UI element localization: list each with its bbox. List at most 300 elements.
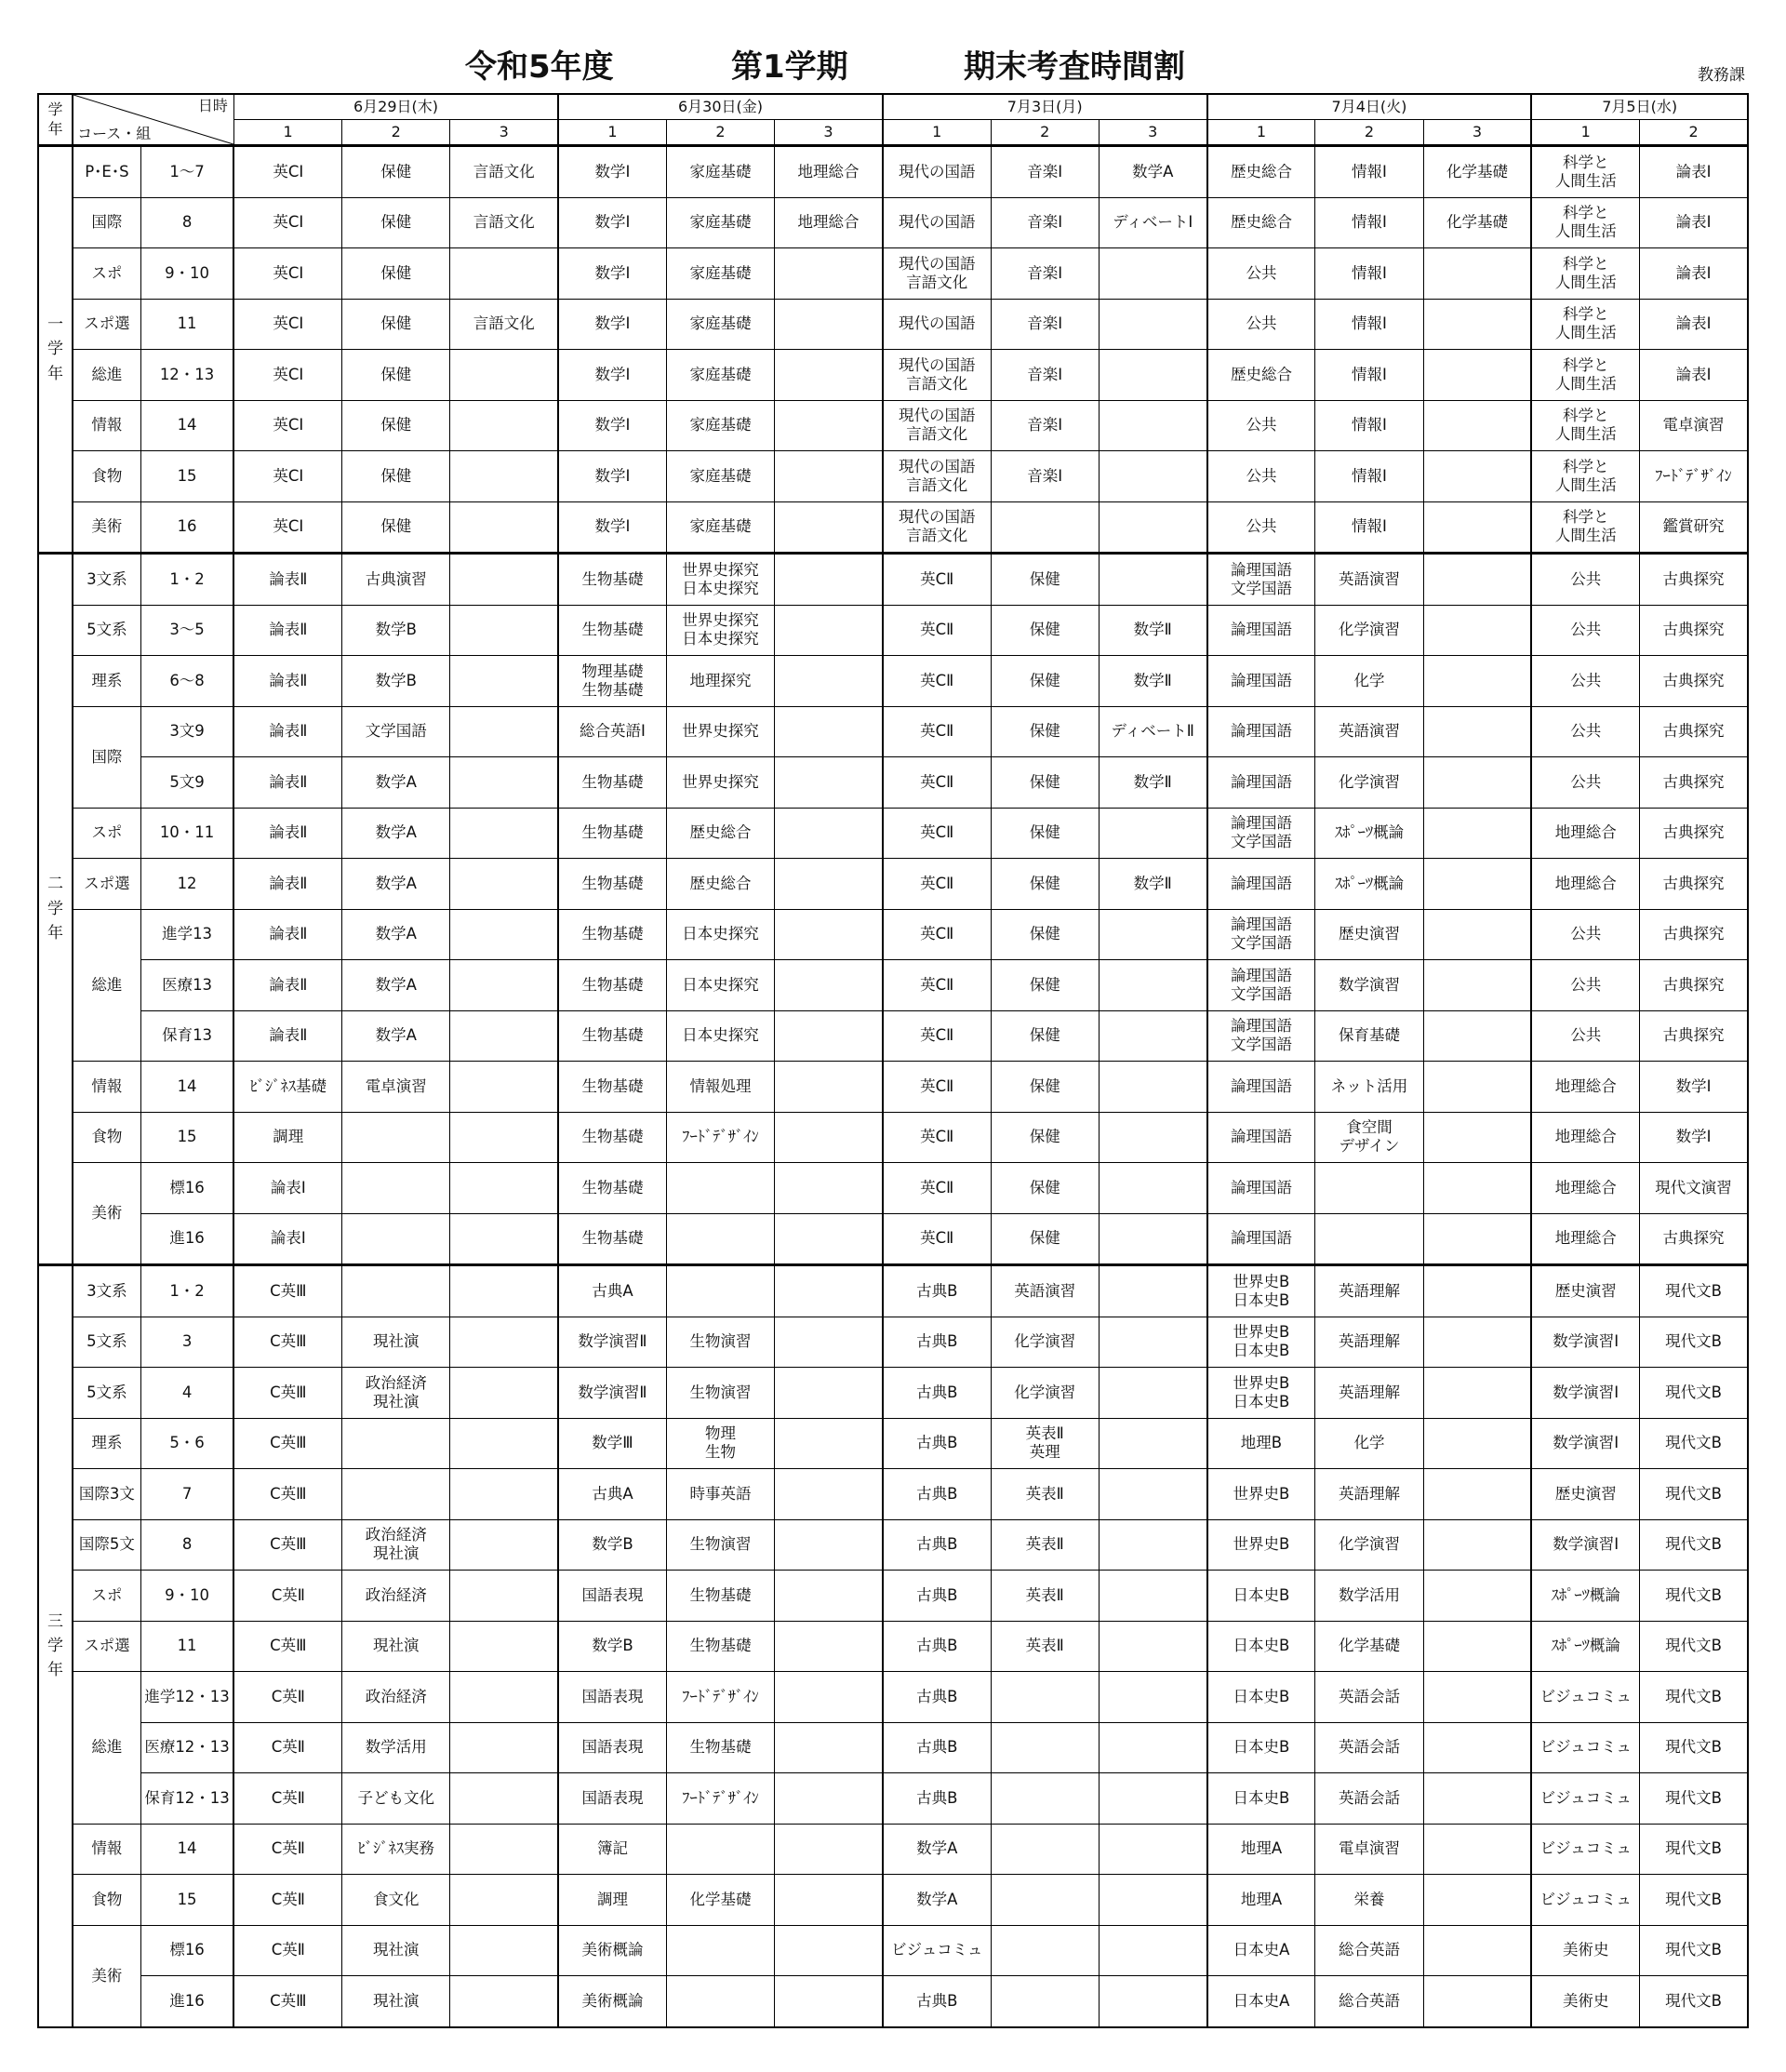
group-cell: 12・13	[140, 350, 233, 401]
subject-cell: 政治経済	[342, 1571, 450, 1622]
subject-cell: 数学B	[558, 1621, 666, 1672]
subject-cell: 論表Ⅰ	[1640, 248, 1748, 300]
subject-cell: 地理総合	[1531, 1213, 1639, 1265]
table-row	[38, 1519, 1748, 1571]
subject-cell	[775, 1213, 883, 1265]
course-cell: 食物	[73, 451, 140, 502]
subject-cell	[450, 400, 558, 451]
subject-cell	[450, 1317, 558, 1368]
subject-cell: 英CⅠ	[233, 451, 341, 502]
subject-cell: 歴史総合	[1207, 146, 1315, 198]
subject-cell	[775, 1722, 883, 1773]
subject-cell: 世界史B 日本史B	[1207, 1317, 1315, 1368]
subject-cell: 現代の国語	[883, 197, 991, 248]
subject-cell: 情報Ⅰ	[1315, 501, 1423, 554]
subject-cell	[991, 1672, 1099, 1723]
subject-cell: 英CⅠ	[233, 146, 341, 198]
subject-cell: 公共	[1207, 248, 1315, 300]
subject-cell: 生物基礎	[558, 554, 666, 606]
subject-cell	[450, 1773, 558, 1825]
subject-cell: 数学Ⅲ	[558, 1418, 666, 1469]
subject-cell: 歴史総合	[666, 859, 774, 910]
subject-cell: 英語会話	[1315, 1773, 1423, 1825]
subject-cell: 電卓演習	[1640, 400, 1748, 451]
subject-cell: 数学B	[558, 1519, 666, 1571]
subject-cell: 英CⅠ	[233, 350, 341, 401]
subject-cell: 数学A	[1099, 146, 1206, 198]
subject-cell: 現代の国語 言語文化	[883, 400, 991, 451]
subject-cell	[450, 1010, 558, 1062]
subject-cell	[991, 1773, 1099, 1825]
subject-cell	[450, 605, 558, 656]
subject-cell: 英CⅡ	[883, 1010, 991, 1062]
subject-cell: 論表Ⅱ	[233, 656, 341, 707]
subject-cell: 物理 生物	[666, 1418, 774, 1469]
day-header: 6月30日(金)	[558, 94, 883, 120]
subject-cell	[775, 1010, 883, 1062]
course-cell: 国際	[73, 197, 140, 248]
subject-cell	[1423, 1824, 1531, 1875]
subject-cell: 家庭基礎	[666, 501, 774, 554]
subject-cell	[1423, 1672, 1531, 1723]
subject-cell: 地理探究	[666, 656, 774, 707]
subject-cell: 保育基礎	[1315, 1010, 1423, 1062]
subject-cell	[666, 1824, 774, 1875]
subject-cell: 英語理解	[1315, 1469, 1423, 1520]
subject-cell: ビジュコミュ	[1531, 1672, 1639, 1723]
group-cell: 8	[140, 1519, 233, 1571]
subject-cell: ディベートⅡ	[1099, 706, 1206, 757]
subject-cell: 現社演	[342, 1621, 450, 1672]
subject-cell: 保健	[991, 808, 1099, 859]
subject-cell: 数学Ⅰ	[558, 299, 666, 350]
subject-cell: 生物基礎	[558, 1112, 666, 1163]
course-cell: 美術	[73, 1925, 140, 2027]
subject-cell: 総合英語Ⅰ	[558, 706, 666, 757]
subject-cell	[450, 350, 558, 401]
subject-cell: 古典探究	[1640, 859, 1748, 910]
subject-cell: 英CⅡ	[883, 909, 991, 960]
group-cell: 12	[140, 859, 233, 910]
subject-cell: 家庭基礎	[666, 451, 774, 502]
subject-cell: 科学と 人間生活	[1531, 501, 1639, 554]
subject-cell: C英Ⅱ	[233, 1925, 341, 1976]
table-row	[38, 757, 1748, 809]
subject-cell	[450, 1824, 558, 1875]
subject-cell: 日本史B	[1207, 1722, 1315, 1773]
group-cell: 15	[140, 1875, 233, 1926]
subject-cell: ﾌｰﾄﾞﾃﾞｻﾞｲﾝ	[666, 1672, 774, 1723]
subject-cell: 古典B	[883, 1976, 991, 2027]
group-cell: 14	[140, 1062, 233, 1113]
subject-cell: 家庭基礎	[666, 400, 774, 451]
subject-cell: 世界史探究 日本史探究	[666, 554, 774, 606]
subject-cell: 英CⅡ	[883, 1213, 991, 1265]
group-cell: 15	[140, 451, 233, 502]
subject-cell: 時事英語	[666, 1469, 774, 1520]
subject-cell	[450, 1672, 558, 1723]
subject-cell: 論理国語	[1207, 1213, 1315, 1265]
subject-cell: 古典探究	[1640, 960, 1748, 1011]
subject-cell: 現代の国語 言語文化	[883, 451, 991, 502]
subject-cell: 生物基礎	[558, 960, 666, 1011]
subject-cell	[775, 1062, 883, 1113]
subject-cell	[1099, 248, 1206, 300]
group-cell: 10・11	[140, 808, 233, 859]
subject-cell	[775, 656, 883, 707]
subject-cell: 美術史	[1531, 1925, 1639, 1976]
subject-cell: 子ども文化	[342, 1773, 450, 1825]
subject-cell	[1423, 248, 1531, 300]
subject-cell	[775, 960, 883, 1011]
subject-cell	[666, 1213, 774, 1265]
subject-cell: 栄養	[1315, 1875, 1423, 1926]
subject-cell: C英Ⅲ	[233, 1317, 341, 1368]
subject-cell: 保健	[991, 1112, 1099, 1163]
subject-cell	[450, 656, 558, 707]
subject-cell: 公共	[1531, 706, 1639, 757]
period-header: 2	[991, 120, 1099, 146]
subject-cell: 情報Ⅰ	[1315, 400, 1423, 451]
subject-cell: 数学演習Ⅱ	[558, 1368, 666, 1419]
subject-cell: 化学基礎	[1423, 197, 1531, 248]
subject-cell: C英Ⅲ	[233, 1418, 341, 1469]
subject-cell: 数学活用	[342, 1722, 450, 1773]
table-row	[38, 146, 1748, 198]
subject-cell: 数学Ⅰ	[558, 451, 666, 502]
subject-cell	[1423, 1317, 1531, 1368]
subject-cell: 保健	[342, 146, 450, 198]
subject-cell: 日本史A	[1207, 1976, 1315, 2027]
subject-cell: 論理国語	[1207, 859, 1315, 910]
table-row	[38, 1773, 1748, 1825]
subject-cell	[1423, 656, 1531, 707]
table-row	[38, 1265, 1748, 1317]
table-row	[38, 248, 1748, 300]
subject-cell: 数学A	[342, 960, 450, 1011]
subject-cell: 英表Ⅱ	[991, 1519, 1099, 1571]
subject-cell: 保健	[342, 400, 450, 451]
subject-cell: 数学A	[342, 1010, 450, 1062]
subject-cell: 簿記	[558, 1824, 666, 1875]
subject-cell: 化学基礎	[1423, 146, 1531, 198]
course-cell: 美術	[73, 501, 140, 554]
subject-cell	[1099, 299, 1206, 350]
table-row	[38, 197, 1748, 248]
subject-cell: 数学演習Ⅰ	[1531, 1317, 1639, 1368]
subject-cell: 英表Ⅱ	[991, 1571, 1099, 1622]
subject-cell: 論表Ⅰ	[1640, 197, 1748, 248]
subject-cell: 保健	[991, 757, 1099, 809]
grade-header: 学 年	[38, 94, 73, 146]
subject-cell	[1099, 554, 1206, 606]
subject-cell: 生物基礎	[666, 1722, 774, 1773]
subject-cell	[666, 1163, 774, 1214]
subject-cell: 生物基礎	[666, 1621, 774, 1672]
course-cell: 5文系	[73, 1317, 140, 1368]
subject-cell: 調理	[558, 1875, 666, 1926]
subject-cell: 鑑賞研究	[1640, 501, 1748, 554]
subject-cell: 生物演習	[666, 1368, 774, 1419]
subject-cell: 現代文B	[1640, 1265, 1748, 1317]
subject-cell: 古典A	[558, 1265, 666, 1317]
day-header: 7月5日(水)	[1531, 94, 1748, 120]
group-cell: 5・6	[140, 1418, 233, 1469]
subject-cell: 古典探究	[1640, 554, 1748, 606]
subject-cell: 家庭基礎	[666, 146, 774, 198]
subject-cell	[775, 706, 883, 757]
period-header: 2	[1640, 120, 1748, 146]
subject-cell: 日本史探究	[666, 1010, 774, 1062]
subject-cell	[775, 451, 883, 502]
subject-cell: 英CⅠ	[233, 501, 341, 554]
group-cell: 医療12・13	[140, 1722, 233, 1773]
subject-cell	[775, 1469, 883, 1520]
table-row	[38, 1163, 1748, 1214]
subject-cell: 地理総合	[1531, 1062, 1639, 1113]
group-cell: 6〜8	[140, 656, 233, 707]
subject-cell: 情報Ⅰ	[1315, 248, 1423, 300]
subject-cell: 現代文B	[1640, 1672, 1748, 1723]
corner-header	[73, 94, 233, 146]
course-cell: 3文系	[73, 1265, 140, 1317]
subject-cell	[1099, 960, 1206, 1011]
subject-cell: 公共	[1531, 1010, 1639, 1062]
subject-cell: 英CⅡ	[883, 757, 991, 809]
subject-cell: 数学Ⅰ	[558, 400, 666, 451]
subject-cell: 英語理解	[1315, 1368, 1423, 1419]
subject-cell: 英語演習	[991, 1265, 1099, 1317]
subject-cell: 情報Ⅰ	[1315, 146, 1423, 198]
subject-cell: 世界史探究 日本史探究	[666, 605, 774, 656]
subject-cell: 化学	[1315, 1418, 1423, 1469]
subject-cell	[450, 1925, 558, 1976]
subject-cell: 英語理解	[1315, 1317, 1423, 1368]
subject-cell: 公共	[1207, 400, 1315, 451]
subject-cell: 公共	[1207, 451, 1315, 502]
subject-cell: 論表Ⅱ	[233, 605, 341, 656]
subject-cell: 地理A	[1207, 1875, 1315, 1926]
subject-cell	[775, 501, 883, 554]
subject-cell: 科学と 人間生活	[1531, 350, 1639, 401]
subject-cell	[450, 451, 558, 502]
subject-cell: C英Ⅱ	[233, 1672, 341, 1723]
subject-cell: 情報処理	[666, 1062, 774, 1113]
subject-cell: ビジュコミュ	[1531, 1773, 1639, 1825]
subject-cell	[775, 1875, 883, 1926]
subject-cell: 数学Ⅱ	[1099, 656, 1206, 707]
subject-cell: 数学Ⅰ	[558, 501, 666, 554]
subject-cell	[450, 859, 558, 910]
subject-cell: 論表Ⅱ	[233, 859, 341, 910]
subject-cell	[1423, 1875, 1531, 1926]
subject-cell	[1099, 1265, 1206, 1317]
subject-cell: 論理国語	[1207, 1062, 1315, 1113]
subject-cell: 保健	[991, 1163, 1099, 1214]
subject-cell: 古典B	[883, 1722, 991, 1773]
course-cell: スポ	[73, 1571, 140, 1622]
subject-cell: 英CⅡ	[883, 1062, 991, 1113]
subject-cell: 現代文B	[1640, 1722, 1748, 1773]
subject-cell: 数学A	[342, 757, 450, 809]
subject-cell: 論理国語	[1207, 605, 1315, 656]
subject-cell	[1423, 605, 1531, 656]
subject-cell: 家庭基礎	[666, 248, 774, 300]
subject-cell	[1423, 1010, 1531, 1062]
subject-cell	[1423, 1925, 1531, 1976]
subject-cell: 英CⅡ	[883, 656, 991, 707]
subject-cell: 総合英語	[1315, 1976, 1423, 2027]
subject-cell: ビジュコミュ	[1531, 1875, 1639, 1926]
subject-cell	[450, 1722, 558, 1773]
subject-cell	[1423, 1571, 1531, 1622]
subject-cell: 世界史B	[1207, 1519, 1315, 1571]
course-cell: 総進	[73, 909, 140, 1062]
subject-cell	[775, 1163, 883, 1214]
period-header: 1	[1207, 120, 1315, 146]
subject-cell: 数学B	[342, 605, 450, 656]
subject-cell: 保健	[991, 706, 1099, 757]
subject-cell: 現代の国語	[883, 146, 991, 198]
subject-cell: 音楽Ⅰ	[991, 248, 1099, 300]
subject-cell: 世界史B	[1207, 1469, 1315, 1520]
subject-cell: 論理国語 文学国語	[1207, 909, 1315, 960]
subject-cell	[775, 1925, 883, 1976]
table-row	[38, 808, 1748, 859]
subject-cell: 地理A	[1207, 1824, 1315, 1875]
subject-cell: 歴史演習	[1531, 1469, 1639, 1520]
subject-cell: 公共	[1531, 554, 1639, 606]
subject-cell	[1423, 1773, 1531, 1825]
subject-cell: 論表Ⅱ	[233, 909, 341, 960]
course-label: コース・組	[77, 124, 152, 142]
subject-cell	[342, 1163, 450, 1214]
day-header: 7月4日(火)	[1207, 94, 1532, 120]
subject-cell: 論表Ⅰ	[233, 1213, 341, 1265]
group-cell: 15	[140, 1112, 233, 1163]
subject-cell: 英CⅡ	[883, 605, 991, 656]
course-cell: 美術	[73, 1163, 140, 1265]
subject-cell	[1423, 808, 1531, 859]
subject-cell	[1423, 350, 1531, 401]
subject-cell	[666, 1925, 774, 1976]
subject-cell: 日本史B	[1207, 1571, 1315, 1622]
course-cell: 国際5文	[73, 1519, 140, 1571]
subject-cell: 数学Ⅰ	[558, 248, 666, 300]
subject-cell: 地理総合	[775, 146, 883, 198]
subject-cell	[1099, 1469, 1206, 1520]
subject-cell	[1315, 1163, 1423, 1214]
subject-cell	[450, 554, 558, 606]
subject-cell: ﾋﾞｼﾞﾈｽ実務	[342, 1824, 450, 1875]
subject-cell: 国語表現	[558, 1773, 666, 1825]
course-cell: スポ	[73, 808, 140, 859]
subject-cell	[450, 960, 558, 1011]
subject-cell: 保健	[342, 451, 450, 502]
subject-cell: 論理国語	[1207, 656, 1315, 707]
subject-cell	[775, 1621, 883, 1672]
subject-cell: 科学と 人間生活	[1531, 299, 1639, 350]
subject-cell: 情報Ⅰ	[1315, 350, 1423, 401]
subject-cell: 保健	[991, 1010, 1099, 1062]
subject-cell: 論表Ⅱ	[233, 1010, 341, 1062]
subject-cell	[450, 501, 558, 554]
table-row	[38, 1722, 1748, 1773]
subject-cell	[1099, 1062, 1206, 1113]
subject-cell	[1423, 1112, 1531, 1163]
table-row	[38, 451, 1748, 502]
subject-cell	[1423, 299, 1531, 350]
subject-cell	[450, 1062, 558, 1113]
table-row	[38, 400, 1748, 451]
header-row-periods	[38, 120, 1748, 146]
subject-cell	[450, 1265, 558, 1317]
group-cell: 進16	[140, 1213, 233, 1265]
subject-cell: 生物基礎	[558, 909, 666, 960]
subject-cell: 日本史探究	[666, 909, 774, 960]
title-row	[0, 35, 1786, 100]
course-cell: 国際	[73, 706, 140, 808]
subject-cell: 現代の国語	[883, 299, 991, 350]
subject-cell: 古典探究	[1640, 1213, 1748, 1265]
subject-cell: ﾌｰﾄﾞﾃﾞｻﾞｲﾝ	[666, 1773, 774, 1825]
subject-cell	[1099, 1418, 1206, 1469]
subject-cell	[1315, 1213, 1423, 1265]
subject-cell: 論理国語 文学国語	[1207, 554, 1315, 606]
group-cell: 進学12・13	[140, 1672, 233, 1723]
subject-cell: 古典探究	[1640, 605, 1748, 656]
subject-cell: 化学基礎	[666, 1875, 774, 1926]
subject-cell	[1099, 451, 1206, 502]
subject-cell: 日本史探究	[666, 960, 774, 1011]
course-cell: 理系	[73, 1418, 140, 1469]
subject-cell: 現代文B	[1640, 1368, 1748, 1419]
subject-cell	[775, 350, 883, 401]
subject-cell: 論表Ⅱ	[233, 808, 341, 859]
group-cell: 標16	[140, 1925, 233, 1976]
subject-cell: 世界史探究	[666, 706, 774, 757]
subject-cell: 保健	[342, 350, 450, 401]
course-cell: 5文系	[73, 1368, 140, 1419]
subject-cell	[1099, 1976, 1206, 2027]
subject-cell: 数学演習Ⅰ	[1531, 1519, 1639, 1571]
subject-cell: 古典探究	[1640, 808, 1748, 859]
subject-cell: 科学と 人間生活	[1531, 146, 1639, 198]
table-row	[38, 1672, 1748, 1723]
subject-cell: 英表Ⅱ 英理	[991, 1418, 1099, 1469]
title-name: 期末考査時間割	[964, 48, 1185, 86]
subject-cell	[1423, 1163, 1531, 1214]
subject-cell: ﾌｰﾄﾞﾃﾞｻﾞｲﾝ	[1640, 451, 1748, 502]
subject-cell: 現代文B	[1640, 1317, 1748, 1368]
period-header: 1	[1531, 120, 1639, 146]
subject-cell: 英CⅡ	[883, 1163, 991, 1214]
subject-cell	[775, 1976, 883, 2027]
subject-cell: 音楽Ⅰ	[991, 350, 1099, 401]
subject-cell: 数学Ⅱ	[1099, 605, 1206, 656]
group-cell: 3	[140, 1317, 233, 1368]
table-row	[38, 501, 1748, 554]
subject-cell: 生物演習	[666, 1317, 774, 1368]
subject-cell: 英CⅠ	[233, 197, 341, 248]
subject-cell: 科学と 人間生活	[1531, 197, 1639, 248]
subject-cell	[450, 1976, 558, 2027]
subject-cell	[775, 1773, 883, 1825]
subject-cell: 世界史B 日本史B	[1207, 1368, 1315, 1419]
course-cell: スポ選	[73, 299, 140, 350]
subject-cell	[1423, 960, 1531, 1011]
subject-cell	[775, 1418, 883, 1469]
